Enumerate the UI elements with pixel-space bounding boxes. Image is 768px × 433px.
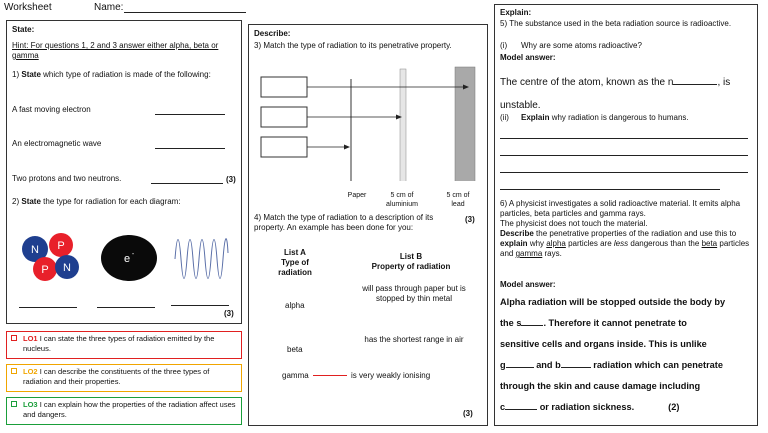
answer-line — [500, 172, 748, 173]
nucleon-label: P — [57, 240, 65, 252]
name-line — [124, 12, 246, 13]
q1-text: 1) State which type of radiation is made of the following: — [12, 70, 211, 79]
aluminium-absorber — [400, 69, 406, 181]
answer-box — [261, 77, 307, 97]
answer-blank — [673, 76, 717, 85]
answer-blank — [561, 359, 591, 368]
nucleon-label: N — [63, 262, 71, 274]
electron-label: e — [123, 253, 131, 265]
q4-marks: (3) — [463, 409, 473, 418]
wave — [175, 239, 228, 279]
electron-charge: - — [131, 251, 135, 258]
answer-box — [261, 107, 307, 127]
q2-marks: (3) — [224, 309, 234, 318]
checkbox-icon — [11, 335, 17, 341]
q5i-num: (i) — [500, 41, 508, 50]
list-b-item: has the shortest range in air — [364, 335, 464, 344]
q5ii-text: Explain why radiation is dangerous to humans. — [521, 113, 689, 122]
worksheet-title: Worksheet — [4, 2, 52, 13]
q3-marks: (3) — [465, 215, 475, 224]
answer-line — [500, 155, 748, 156]
q1-item: A fast moving electron — [12, 105, 91, 114]
explain-heading: Explain: — [500, 8, 532, 17]
answer-blank — [505, 401, 537, 410]
q2-text: 2) State the type for radiation for each diagram: — [12, 197, 181, 206]
absorber-label-lead: 5 cm of lead — [446, 192, 470, 208]
q4-text: 4) Match the type of radiation to a description of its property. An example has been done for you: — [254, 213, 434, 232]
q1-marks: (3) — [226, 175, 236, 184]
answer-line — [155, 114, 225, 115]
learning-outcome-3: LO3 I can explain how the properties of the radiation affect uses and dangers. — [6, 397, 242, 425]
answer-line — [155, 148, 225, 149]
model-answer-label-2: Model answer: — [500, 280, 556, 289]
answer-line — [97, 307, 155, 308]
name-label: Name: — [94, 2, 124, 13]
answer-line — [151, 183, 223, 184]
alpha-nucleus-diagram — [15, 227, 87, 289]
list-a-header: List A Type of radiation — [278, 248, 312, 277]
state-panel — [6, 20, 242, 324]
model-answer-label: Model answer: — [500, 53, 556, 62]
absorber-label-paper: Paper — [347, 192, 367, 199]
answer-blank — [521, 317, 543, 326]
list-a-item: gamma — [282, 371, 309, 380]
answer-line — [500, 189, 720, 190]
q1-item: Two protons and two neutrons. — [12, 174, 122, 183]
answer-line — [171, 305, 229, 306]
learning-outcome-1: LO1 I can state the three types of radiation emitted by the nucleus. — [6, 331, 242, 359]
answer-box — [261, 137, 307, 157]
penetration-diagram — [257, 63, 487, 181]
list-a-item: beta — [287, 345, 303, 354]
gamma-wave-diagram — [173, 229, 229, 289]
list-b-item: is very weakly ionising — [351, 371, 431, 380]
q6-marks: (2) — [668, 402, 680, 412]
lead-absorber — [455, 67, 475, 181]
q3-text: 3) Match the type of radiation to its penetrative property. — [254, 41, 452, 50]
model-answer-1: The centre of the atom, known as the n , is unstable. — [500, 77, 731, 111]
nucleon-label: P — [41, 264, 49, 276]
answer-blank — [506, 359, 534, 368]
describe-panel — [248, 24, 488, 426]
learning-outcome-2: LO2 I can describe the constituents of the three types of radiation and their properties. — [6, 364, 242, 392]
checkbox-icon — [11, 401, 17, 407]
describe-heading: Describe: — [254, 29, 291, 38]
state-heading: State: — [12, 25, 35, 34]
q5ii-num: (ii) — [500, 113, 509, 122]
hint-text: Hint: For questions 1, 2 and 3 answer either alpha, beta or gamma — [12, 41, 219, 60]
list-b-item: will pass through paper but is stopped by thin metal — [362, 284, 466, 303]
arrow-head-icon — [344, 145, 350, 150]
q5i-text: Why are some atoms radioactive? — [521, 41, 642, 50]
example-match-line — [313, 375, 347, 376]
absorber-label-aluminium: 5 cm of aluminium — [386, 192, 418, 208]
q5-text: 5) The substance used in the beta radiation source is radioactive. — [500, 19, 732, 28]
electron-diagram — [99, 233, 159, 283]
list-a-item: alpha — [285, 301, 305, 310]
q6-text: 6) A physicist investigates a solid radioactive material. It emits alpha particles, beta particles and gamma rays. The physicist does not touch the material. Describe the penetrative properties of the radiation and use this to explain why alpha particles are less dangerous than the beta particles and gamma rays. — [500, 199, 750, 258]
answer-line — [19, 307, 77, 308]
model-answer-2: Alpha radiation will be stopped outside the body by the s . Therefore it cannot penetrate to sensitive cells and organs inside. This is unlike g and b radiation which can penetrate through the skin and cause damage including c or radiation sickness. (2) — [500, 297, 726, 412]
checkbox-icon — [11, 368, 17, 374]
answer-line — [500, 138, 748, 139]
nucleon-label: N — [31, 244, 39, 256]
list-b-header: List B Property of radiation — [371, 252, 451, 271]
explain-panel — [494, 4, 758, 426]
q1-item: An electromagnetic wave — [12, 139, 102, 148]
